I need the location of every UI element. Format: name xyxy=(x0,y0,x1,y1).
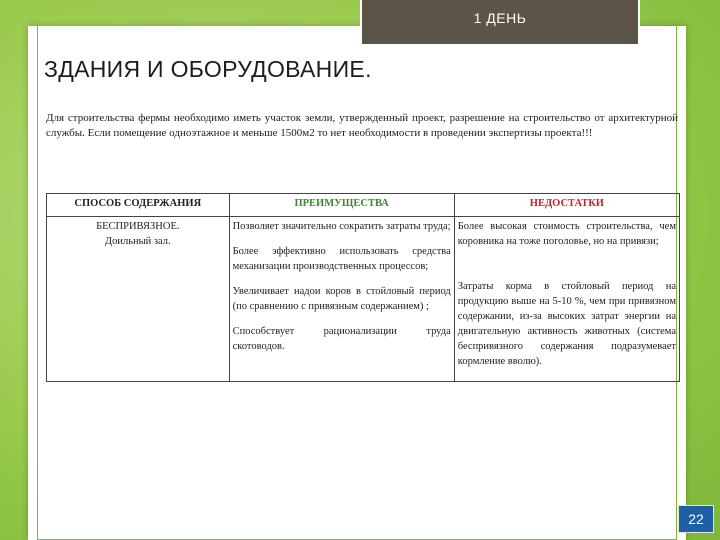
disadvantages-cell xyxy=(454,217,679,382)
disadvantage-item: Более высокая стоимость строительства, чем коровника на тоже поголовье, но на привязи; xyxy=(457,221,676,247)
table-header-row xyxy=(47,194,680,217)
advantages-cell xyxy=(229,217,454,382)
day-label: 1 ДЕНЬ xyxy=(473,10,527,26)
method-name: БЕСПРИВЯЗНОЕ. xyxy=(96,221,180,232)
disadvantage-item: Затраты корма в стойловый период на продукцию выше на 5-10 %, чем при привязном содержании, из-за высоких затрат энергии на двигательную активность животных (система беспривязного содержания подразумевает кормление вволю). xyxy=(457,281,676,367)
method-cell xyxy=(47,217,230,382)
slide-title: ЗДАНИЯ И ОБОРУДОВАНИЕ. xyxy=(44,56,372,82)
advantage-item: Способствует рационализации труда скотоводов. xyxy=(232,326,451,352)
advantage-item: Увеличивает надои коров в стойловый период (по сравнению с привязным содержанием) ; xyxy=(232,286,451,312)
intro-paragraph: Для строительства фермы необходимо иметь участок земли, утвержденный проект, разрешение на строительство от архитектурной службы. Если помещение одноэтажное и меньше 1500м2 то нет необходимости в проведении экспертизы проекта!!! xyxy=(46,112,678,139)
method-detail: Доильный зал. xyxy=(104,236,171,247)
header-disadvantages: НЕДОСТАТКИ xyxy=(454,194,679,217)
header-advantages: ПРЕИМУЩЕСТВА xyxy=(229,194,454,217)
advantage-item: Более эффективно использовать средства механизации производственных процессов; xyxy=(232,246,451,272)
advantage-item: Позволяет значительно сократить затраты труда; xyxy=(232,221,451,232)
table-row xyxy=(47,217,680,382)
day-tab xyxy=(360,0,640,46)
page-number-badge: 22 xyxy=(678,505,714,533)
header-method: СПОСОБ СОДЕРЖАНИЯ xyxy=(47,194,230,217)
comparison-table xyxy=(46,193,680,382)
